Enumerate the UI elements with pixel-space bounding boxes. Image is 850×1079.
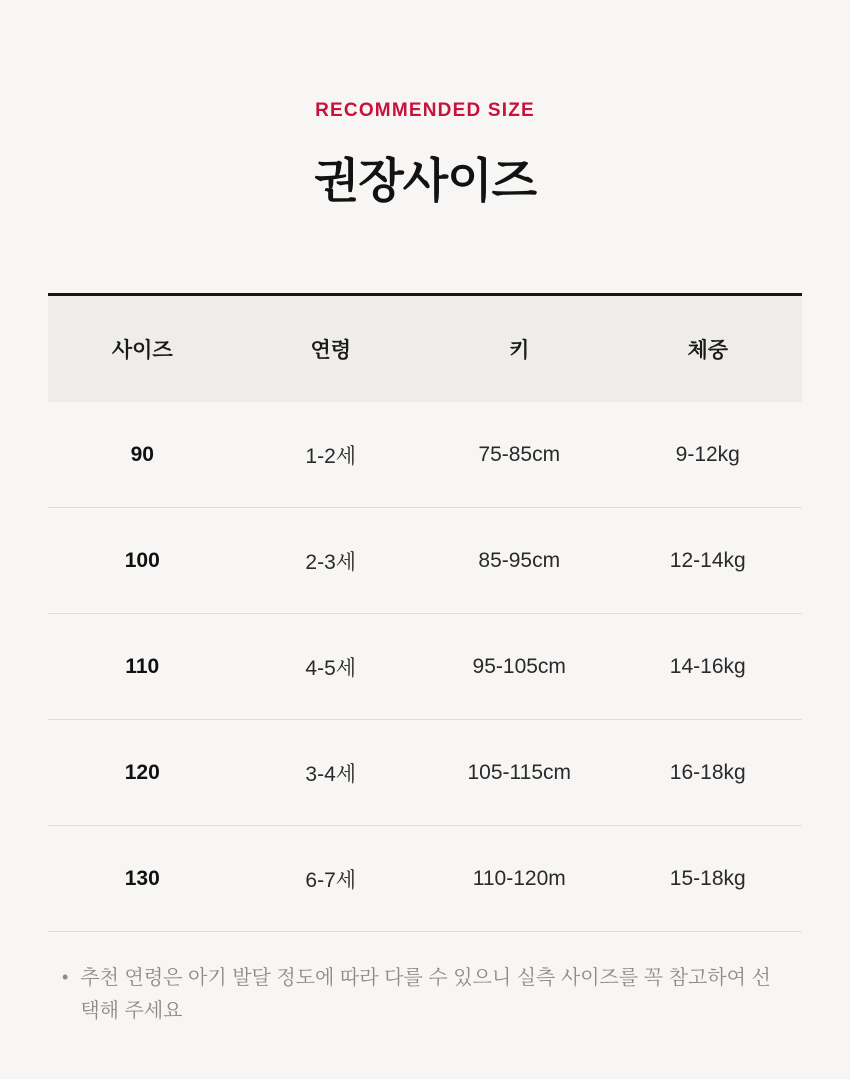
cell-size: 90 [48,402,237,508]
footnote-text: 추천 연령은 아기 발달 정도에 따라 다를 수 있으니 실측 사이즈를 꼭 참고하여 선택해 주세요 [80,967,771,1022]
cell-height: 105-115cm [425,720,614,826]
size-table [48,296,802,932]
column-header-size: 사이즈 [48,296,237,402]
table-header [48,296,802,402]
cell-height: 85-95cm [425,508,614,614]
table-row [48,402,802,508]
cell-weight: 14-16kg [614,614,803,720]
cell-weight: 16-18kg [614,720,803,826]
cell-age: 6-7세 [237,826,426,932]
cell-size: 100 [48,508,237,614]
cell-size: 130 [48,826,237,932]
table-row [48,508,802,614]
cell-age: 1-2세 [237,402,426,508]
cell-age: 4-5세 [237,614,426,720]
cell-weight: 12-14kg [614,508,803,614]
cell-height: 75-85cm [425,402,614,508]
cell-size: 120 [48,720,237,826]
cell-age: 3-4세 [237,720,426,826]
cell-age: 2-3세 [237,508,426,614]
cell-height: 95-105cm [425,614,614,720]
table-row [48,826,802,932]
cell-size: 110 [48,614,237,720]
page-header [0,0,850,211]
size-table-container [48,293,802,932]
cell-weight: 9-12kg [614,402,803,508]
cell-weight: 15-18kg [614,826,803,932]
column-header-height: 키 [425,296,614,402]
footnote [48,962,802,1028]
table-row [48,720,802,826]
table-header-row [48,296,802,402]
table-row [48,614,802,720]
column-header-weight: 체중 [614,296,803,402]
eyebrow-label: RECOMMENDED SIZE [315,100,535,121]
table-body [48,402,802,932]
bullet-icon: • [62,967,69,987]
cell-height: 110-120m [425,826,614,932]
column-header-age: 연령 [237,296,426,402]
page-title: 권장사이즈 [313,154,536,207]
